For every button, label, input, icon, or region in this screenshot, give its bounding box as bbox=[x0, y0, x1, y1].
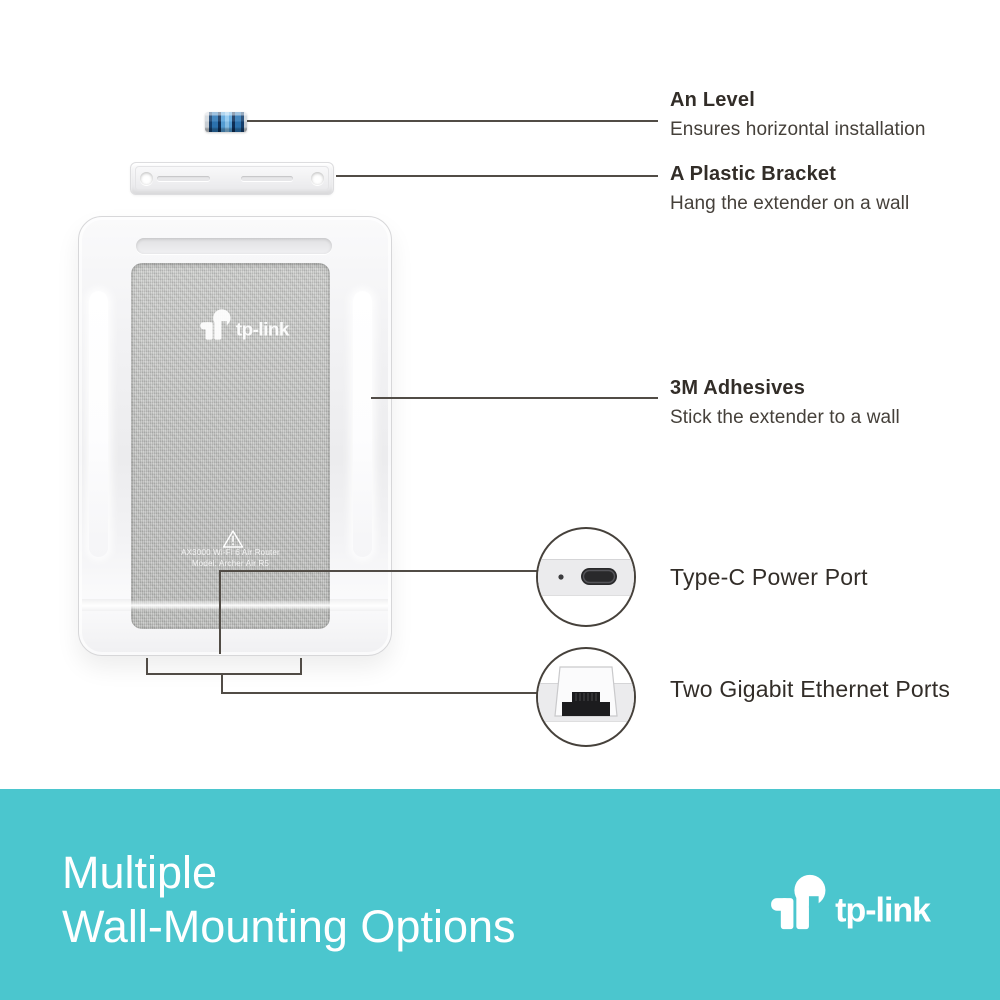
typec-port-graphic bbox=[538, 529, 634, 625]
callout-level bbox=[670, 88, 926, 142]
callout-adhesives bbox=[670, 376, 900, 430]
pointer-line-typec-horizontal bbox=[219, 570, 537, 572]
page-title-line1: Multiple bbox=[62, 847, 218, 898]
typec-port-inset bbox=[536, 527, 636, 627]
pointer-line-adhesives bbox=[371, 397, 658, 399]
callout-level-title: An Level bbox=[670, 89, 755, 111]
fabric-panel bbox=[131, 263, 330, 629]
callout-bracket-desc: Hang the extender on a wall bbox=[670, 193, 910, 215]
pointer-line-bracket bbox=[336, 175, 658, 177]
callout-adhesives-desc: Stick the extender to a wall bbox=[670, 407, 900, 429]
bracket-slot-line bbox=[241, 176, 293, 181]
bracket-slot-line bbox=[157, 176, 210, 181]
footer-band bbox=[0, 789, 1000, 1000]
warning-triangle-icon bbox=[222, 529, 244, 548]
bracket-screw-hole bbox=[140, 172, 153, 185]
callout-level-desc: Ensures horizontal installation bbox=[670, 119, 926, 141]
bracket-screw-hole bbox=[311, 172, 324, 185]
pointer-line-typec-vertical bbox=[219, 571, 221, 654]
callout-adhesives-title: 3M Adhesives bbox=[670, 377, 806, 399]
ethernet-port-inset bbox=[536, 647, 636, 747]
brand-wordmark-fabric: tp-link bbox=[235, 319, 289, 341]
adhesive-strip-left bbox=[89, 291, 108, 557]
bubble-level-image bbox=[205, 112, 247, 132]
wall-mount-slot bbox=[136, 238, 332, 254]
page-title bbox=[62, 846, 516, 954]
pointer-line-level bbox=[247, 120, 658, 122]
tp-link-logo bbox=[765, 871, 945, 935]
pointer-line-ethernet-bracket-bottom bbox=[146, 673, 302, 675]
brand-wordmark: tp-link bbox=[835, 891, 931, 930]
device-print-line1: AX3000 Wi-Fi 6 Air Router bbox=[181, 548, 280, 557]
extender-back-image bbox=[78, 216, 392, 656]
callout-bracket bbox=[670, 162, 909, 216]
callout-typec-title: Type-C Power Port bbox=[670, 564, 868, 590]
plastic-bracket-image bbox=[130, 162, 334, 195]
page-title-line2: Wall-Mounting Options bbox=[62, 901, 516, 952]
ethernet-port-graphic bbox=[538, 649, 634, 745]
tp-link-logo-fabric bbox=[197, 307, 297, 343]
device-print-text bbox=[131, 547, 330, 569]
device-print-line2: Model: Archer Air R5 bbox=[191, 559, 270, 568]
pointer-line-ethernet-stem bbox=[221, 673, 223, 694]
callout-bracket-title: A Plastic Bracket bbox=[670, 163, 837, 185]
callout-ethernet-title: Two Gigabit Ethernet Ports bbox=[670, 676, 951, 702]
pointer-line-ethernet-horizontal bbox=[221, 692, 537, 694]
adhesive-strip-right bbox=[353, 291, 372, 557]
callout-typec-port bbox=[670, 563, 868, 591]
callout-ethernet-ports bbox=[670, 675, 950, 703]
